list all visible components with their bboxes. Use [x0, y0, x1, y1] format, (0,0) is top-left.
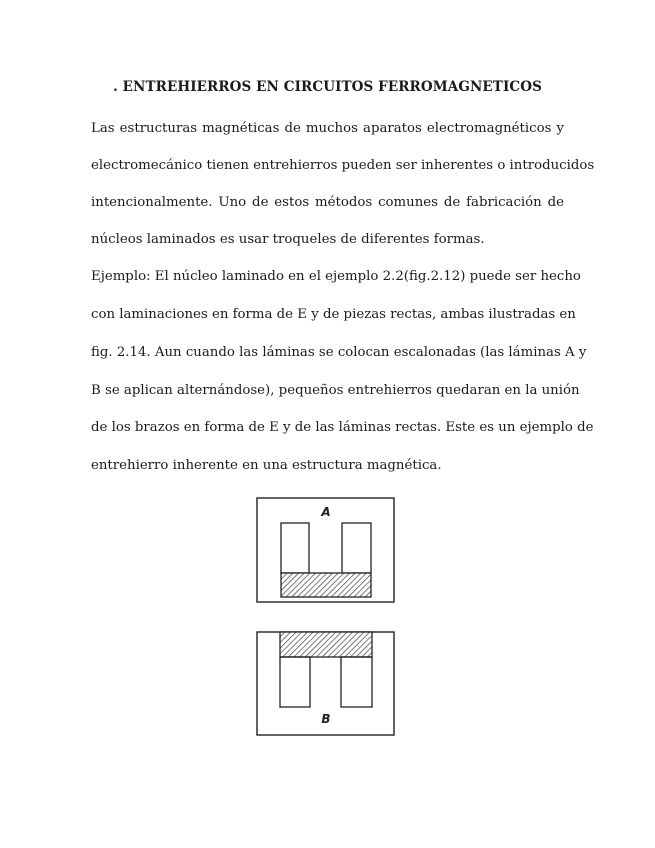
lamination-b-right-window [341, 657, 372, 707]
lamination-a-left-window [281, 523, 309, 573]
paragraph-1-line-1: Las estructuras magnéticas de muchos aparatos electromagnéticos y [91, 121, 564, 136]
paragraph-1-line-4: núcleos laminados es usar troqueles de diferentes formas. [91, 232, 485, 247]
label-b: B [321, 712, 331, 726]
lamination-a-outline [257, 498, 394, 602]
paragraph-2-line-3: fig. 2.14. Aun cuando las láminas se colocan escalonadas (las láminas A y [91, 345, 587, 360]
lamination-b [257, 632, 394, 735]
lamination-a-straight-piece [281, 573, 371, 597]
lamination-a [257, 498, 394, 602]
paragraph-2-line-4: B se aplican alternándose), pequeños entrehierros quedaran en la unión [91, 383, 580, 398]
paragraph-2-line-1: Ejemplo: El núcleo laminado en el ejemplo 2.2(fig.2.12) puede ser hecho [91, 269, 581, 284]
lamination-b-straight-piece [280, 632, 372, 657]
paragraph-2-line-2: con laminaciones en forma de E y de piezas rectas, ambas ilustradas en [91, 307, 576, 322]
lamination-b-outline [257, 632, 394, 735]
paragraph-1-line-3: intencionalmente. Uno de estos métodos comunes de fabricación de [91, 195, 564, 210]
label-a: A [321, 505, 331, 519]
lamination-b-left-window [280, 657, 310, 707]
lamination-a-right-window [342, 523, 371, 573]
paragraph-1-line-2: electromecánico tienen entrehierros pueden ser inherentes o introducidos [91, 158, 595, 173]
section-heading: . ENTREHIERROS EN CIRCUITOS FERROMAGNETICOS [113, 79, 542, 95]
paragraph-2-line-5: de los brazos en forma de E y de las láminas rectas. Este es un ejemplo de [91, 420, 594, 435]
paragraph-2-line-6: entrehierro inherente en una estructura magnética. [91, 458, 442, 473]
